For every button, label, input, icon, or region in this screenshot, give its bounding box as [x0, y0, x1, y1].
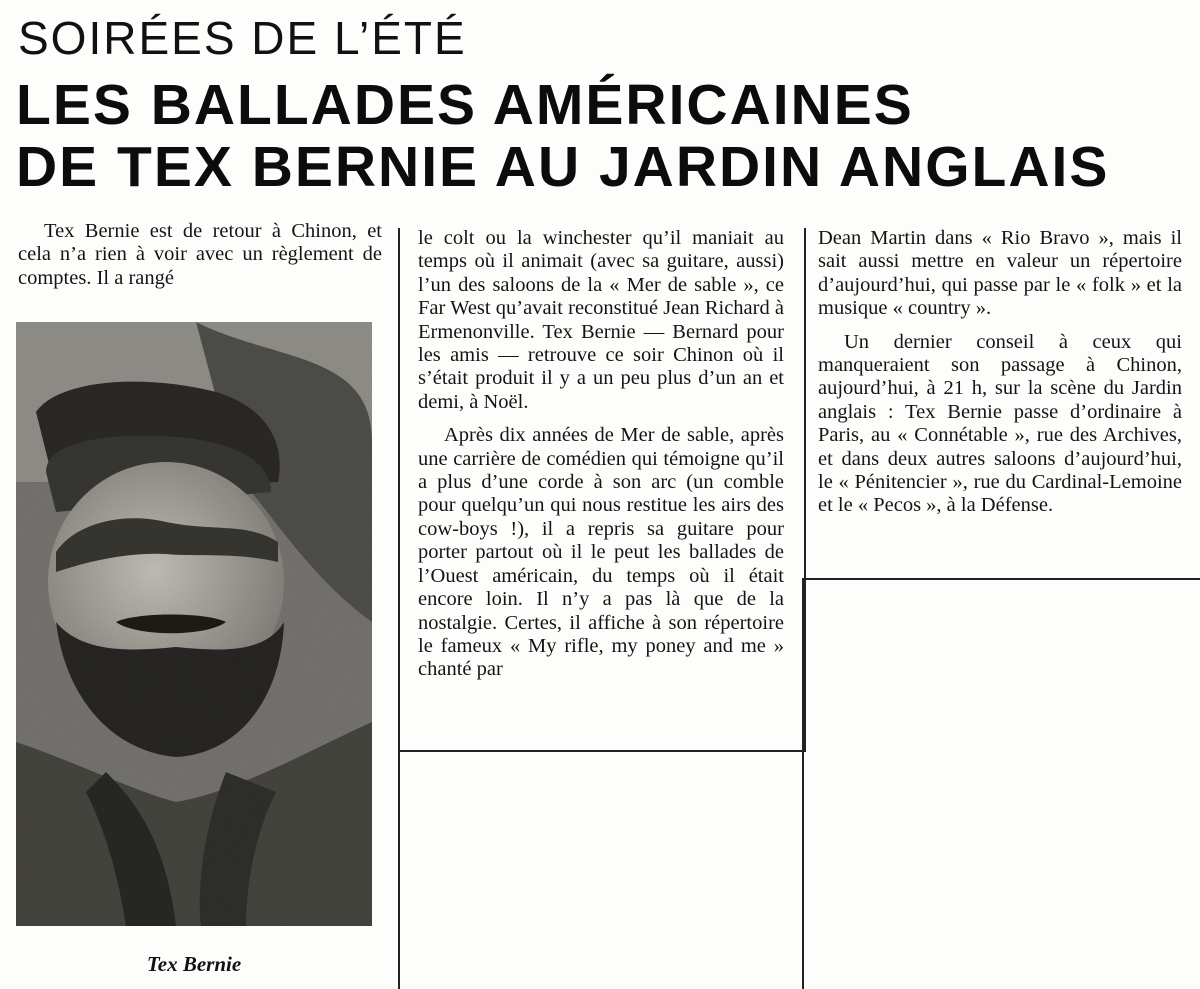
column-2 — [418, 227, 784, 682]
headline-line-2: DE TEX BERNIE AU JARDIN ANGLAIS — [16, 135, 1110, 199]
column-2-paragraph-2: Après dix années de Mer de sable, après une carrière de comédien qui témoigne qu’il a plus d’une corde à son arc (un comble pour quelqu’un qui nous restitue les airs des cow-boys !), il a repris sa guitare pour porter partout où il le peut les ballades de l’Ouest américain, du temps où il était encore loin. Il n’y a pas là que de la nostalgie. Certes, il affiche à son répertoire le fameux « My rifle, my poney and me » chanté par — [418, 424, 784, 681]
column-3-paragraph-2: Un dernier conseil à ceux qui manqueraient son passage à Chinon, aujourd’hui, à 21 h, sur la scène du Jardin anglais : Tex Bernie passe d’ordinaire à Paris, au « Connétable », rue des Archives, et dans deux autres saloons d’aujourd’hui, le « Pénitencier », rue du Cardinal-Lemoine et le « Pecos », à la Défense. — [818, 330, 1182, 517]
column-3 — [818, 227, 1182, 518]
column-1 — [18, 220, 382, 290]
column-rule-left — [398, 228, 400, 989]
column-1-text: Tex Bernie est de retour à Chinon, et cela n’a rien à voir avec un règlement de comptes. Il a rangé — [18, 220, 382, 289]
column-2-paragraph-1: le colt ou la winchester qu’il maniait au temps où il animait (avec sa guitare, aussi) l’un des saloons de la « Mer de sable », ce Far West qu’avait reconstitué Jean Richard à Ermenonville. Tex Bernie — Bernard pour les amis — retrouve ce soir Chinon où il s’était produit il y a un peu plus d’un an et demi, à Noël. — [418, 227, 784, 413]
box-rule-top-right — [802, 578, 1200, 580]
column-3-paragraph-1: Dean Martin dans « Rio Bravo », mais il sait aussi mettre en valeur un répertoire d’aujourd’hui, qui passe par le « folk » et la musique « country ». — [818, 227, 1182, 320]
box-rule-bottom-middle — [398, 750, 806, 752]
article-kicker: SOIRÉES DE L’ÉTÉ — [18, 12, 467, 64]
column-rule-middle — [804, 228, 806, 751]
headline-line-1: LES BALLADES AMÉRICAINES — [16, 73, 914, 137]
photo-caption: Tex Bernie — [146, 952, 242, 976]
article-headline — [16, 74, 1196, 198]
box-rule-right — [802, 578, 804, 989]
portrait-photo — [16, 322, 372, 926]
